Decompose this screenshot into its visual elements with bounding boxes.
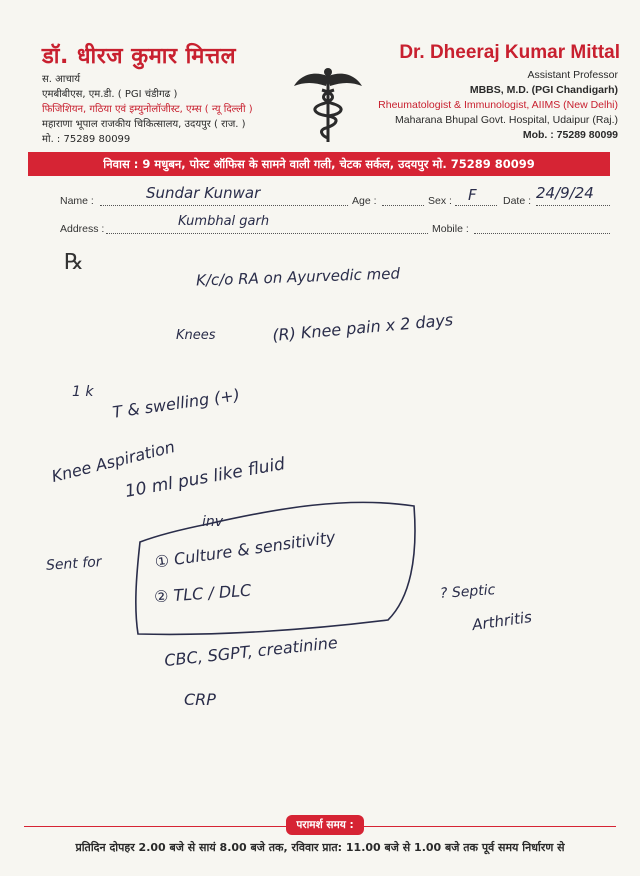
impression-line-1: ? Septic: [439, 582, 496, 602]
investigation-item-1: ① Culture & sensitivity: [153, 527, 337, 572]
date-label: Date :: [503, 195, 532, 207]
note-line-3b: T & swelling (+): [111, 385, 241, 422]
sent-for-label: Sent for: [45, 554, 103, 574]
mobile-label: Mobile :: [432, 223, 469, 235]
note-line-1: K/c/o RA on Ayurvedic med: [195, 264, 401, 290]
address-line: [106, 233, 428, 234]
note-line-5: 10 ml pus like fluid: [123, 454, 287, 502]
impression-line-2: Arthritis: [471, 607, 533, 635]
note-line-2: Knees: [176, 328, 216, 343]
en-line-2: MBBS, M.D. (PGI Chandigarh): [469, 84, 618, 96]
mobile-line: [474, 233, 610, 234]
doctor-details-english: [378, 68, 618, 143]
sex-label: Sex :: [428, 195, 452, 207]
hi-line-2: एमबीबीएस, एम.डी. ( PGI चंडीगढ ): [42, 89, 178, 100]
age-line: [382, 205, 424, 206]
en-line-1: Assistant Professor: [527, 69, 618, 81]
date-line: [536, 205, 610, 206]
consultation-time-label: परामर्श समय :: [286, 815, 364, 835]
hi-line-5: मो. : 75289 80099: [42, 134, 131, 145]
note-line-2b: (R) Knee pain x 2 days: [271, 310, 454, 345]
name-value: Sundar Kunwar: [146, 184, 261, 202]
doctor-name-english: Dr. Dheeraj Kumar Mittal: [399, 42, 620, 63]
date-value: 24/9/24: [536, 184, 594, 202]
note-crp: CRP: [184, 690, 216, 709]
note-labs: CBC, SGPT, creatinine: [163, 632, 339, 671]
en-line-5: Mob. : 75289 80099: [522, 129, 618, 141]
rx-symbol: ℞: [64, 250, 84, 275]
note-line-3a: 1 k: [72, 384, 94, 400]
hi-line-4: महाराणा भूपाल राजकीय चिकित्सालय, उदयपुर ( राज. ): [42, 119, 246, 130]
note-line-4: Knee Aspiration: [49, 437, 177, 486]
name-label: Name :: [60, 195, 94, 207]
age-label: Age :: [352, 195, 377, 207]
investigation-item-2: ② TLC / DLC: [153, 580, 252, 607]
en-line-4: Maharana Bhupal Govt. Hospital, Udaipur (Raj.): [395, 114, 618, 126]
name-line: [100, 205, 348, 206]
sex-line: [455, 205, 497, 206]
address-label: Address :: [60, 223, 105, 235]
consultation-time-text: प्रतिदिन दोपहर 2.00 बजे से सायं 8.00 बजे तक, रविवार प्रात: 11.00 बजे से 1.00 बजे तक पूर्व समय निर्धारण से: [75, 841, 565, 854]
inv-label: inv: [202, 514, 224, 530]
address-banner: निवास : 9 मधुबन, पोस्ट ऑफिस के सामने वाली गली, चेटक सर्कल, उदयपुर मो. 75289 80099: [28, 152, 610, 176]
en-line-3: Rheumatologist & Immunologist, AIIMS (New Delhi): [378, 99, 618, 111]
caduceus-logo: [292, 66, 364, 144]
hi-line-1: स. आचार्य: [42, 74, 81, 85]
sex-value: F: [468, 186, 477, 204]
doctor-details-hindi: [42, 72, 253, 147]
doctor-name-hindi: डॉ. धीरज कुमार मित्तल: [42, 44, 237, 69]
hi-line-3: फिजिशियन, गठिया एवं इम्युनोलॉजीस्ट, एम्स ( न्यू दिल्ली ): [42, 104, 253, 115]
address-value: Kumbhal garh: [178, 214, 270, 229]
